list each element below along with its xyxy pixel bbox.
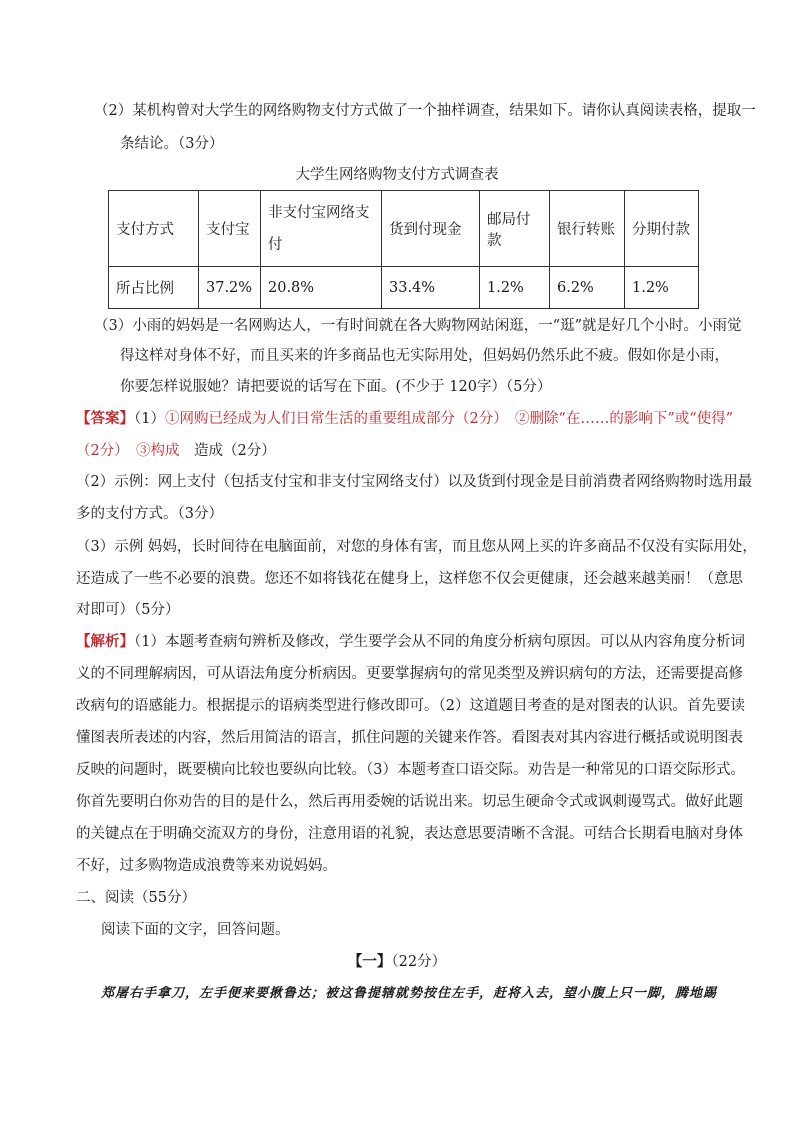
answer-p1-text: ①网购已经成为人们日常生活的重要组成部分（2分） ②删除“在……的影响下”或“使得” bbox=[164, 411, 734, 427]
analysis-text: （1）本题考查病句辨析及修改，学生要学会从不同的角度分析病句原因。可以从内容角度分析词 bbox=[134, 634, 745, 650]
answer-line1 bbox=[76, 409, 733, 429]
answer-score: （2分） bbox=[76, 443, 136, 459]
table-cell: 银行转账 bbox=[550, 191, 625, 267]
q2-line2: 条结论。（3分） bbox=[120, 136, 224, 152]
table-cell: 37.2% bbox=[199, 267, 261, 309]
analysis-line2: 义的不同理解病因，可从语法角度分析病因。更要掌握病句的常见类型及辨识病句的方法，还需要提高修 bbox=[76, 666, 743, 682]
answer-p2-line2: 多的支付方式。（3分） bbox=[76, 506, 223, 522]
analysis-line1 bbox=[76, 632, 745, 652]
analysis-line3: 改病句的语感能力。根据提示的语病类型进行修改即可。（2）这道题目考查的是对图表的认识。首先要读 bbox=[76, 698, 745, 714]
analysis-label: 【解析】 bbox=[76, 633, 134, 650]
table-cell: 20.8% bbox=[261, 267, 382, 309]
q2-line1: （2）某机构曾对大学生的网络购物支付方式做了一个抽样调查，结果如下。请你认真阅读表格，提取一 bbox=[94, 103, 756, 119]
table-cell: 分期付款 bbox=[625, 191, 699, 267]
table-cell: 支付宝 bbox=[199, 191, 261, 267]
part-title bbox=[0, 952, 794, 972]
table-header-row bbox=[109, 191, 699, 267]
part-score: （22分） bbox=[391, 954, 447, 970]
answer-p3-line2: 还造成了一些不必要的浪费。您还不如将钱花在健身上，这样您不仅会更健康，还会越来越美丽！（意思 bbox=[76, 571, 743, 587]
story-text: 郑屠右手拿刀，左手便来要揪鲁达；被这鲁提辖就势按住左手，赶将入去，望小腹上只一脚，腾地踢 bbox=[101, 986, 718, 1001]
q3-line3: 你要怎样说服她？请把要说的话写在下面。(不少于 120字）（5分） bbox=[120, 379, 552, 395]
analysis-line6: 你首先要明白你劝告的目的是什么，然后再用委婉的话说出来。切忌生硬命令式或讽刺谩骂式。做好此题 bbox=[76, 794, 743, 810]
answer-line2 bbox=[76, 441, 276, 461]
q3-line2: 得这样对身体不好，而且买来的许多商品也无实际用处，但妈妈仍然乐此不疲。假如你是小雨， bbox=[120, 348, 729, 364]
table-data-row bbox=[109, 267, 699, 309]
answer-p3-line1: （3）示例 妈妈，长时间待在电脑面前，对您的身体有害，而且您从网上买的许多商品不仅没有实际用处， bbox=[76, 539, 757, 555]
table-cell: 1.2% bbox=[480, 267, 550, 309]
answer-p3-line3: 对即可）（5分） bbox=[76, 602, 180, 618]
q3-line1: （3）小雨的妈妈是一名网购达人，一有时间就在各大购物网站闲逛，一“逛”就是好几个小时。小雨觉 bbox=[94, 318, 742, 334]
answer-p2-line1: （2）示例：网上支付（包括支付宝和非支付宝网络支付）以及货到付现金是目前消费者网络购物时选用最 bbox=[76, 474, 753, 490]
table-cell: 邮局付款 bbox=[480, 191, 550, 267]
answer-label: 【答案】 bbox=[76, 410, 134, 427]
table-title: 大学生网络购物支付方式调查表 bbox=[295, 167, 499, 183]
table-cell: 所占比例 bbox=[109, 267, 199, 309]
table-cell: 1.2% bbox=[625, 267, 699, 309]
part-label: 【一】 bbox=[347, 953, 392, 970]
analysis-line5: 反映的问题时，既要横向比较也要纵向比较。（3）本题考查口语交际。劝告是一种常见的口语交际形式。 bbox=[76, 762, 745, 778]
table-cell: 6.2% bbox=[550, 267, 625, 309]
answer-item3: ③构成 bbox=[135, 443, 180, 459]
analysis-line4: 懂图表所表述的内容，然后用简洁的语言，抓住问题的关键来作答。看图表对其内容进行概括或说明图表 bbox=[76, 730, 743, 746]
answer-p1-prefix: （1） bbox=[134, 411, 165, 427]
table-cell: 支付方式 bbox=[109, 191, 199, 267]
section-instruction: 阅读下面的文字，回答问题。 bbox=[101, 922, 290, 938]
table-cell: 货到付现金 bbox=[382, 191, 480, 267]
analysis-line7: 的关键点在于明确交流双方的身份，注意用语的礼貌，表达意思要清晰不含混。可结合长期看电脑对身体 bbox=[76, 826, 743, 842]
survey-table bbox=[108, 190, 699, 309]
analysis-line8: 不好，过多购物造成浪费等来劝说妈妈。 bbox=[76, 858, 337, 874]
answer-item3-fix: 造成（2分） bbox=[179, 443, 276, 459]
table-cell: 33.4% bbox=[382, 267, 480, 309]
section-heading: 二、阅读（55分） bbox=[76, 890, 196, 906]
table-cell: 非支付宝网络支付 bbox=[261, 191, 382, 267]
